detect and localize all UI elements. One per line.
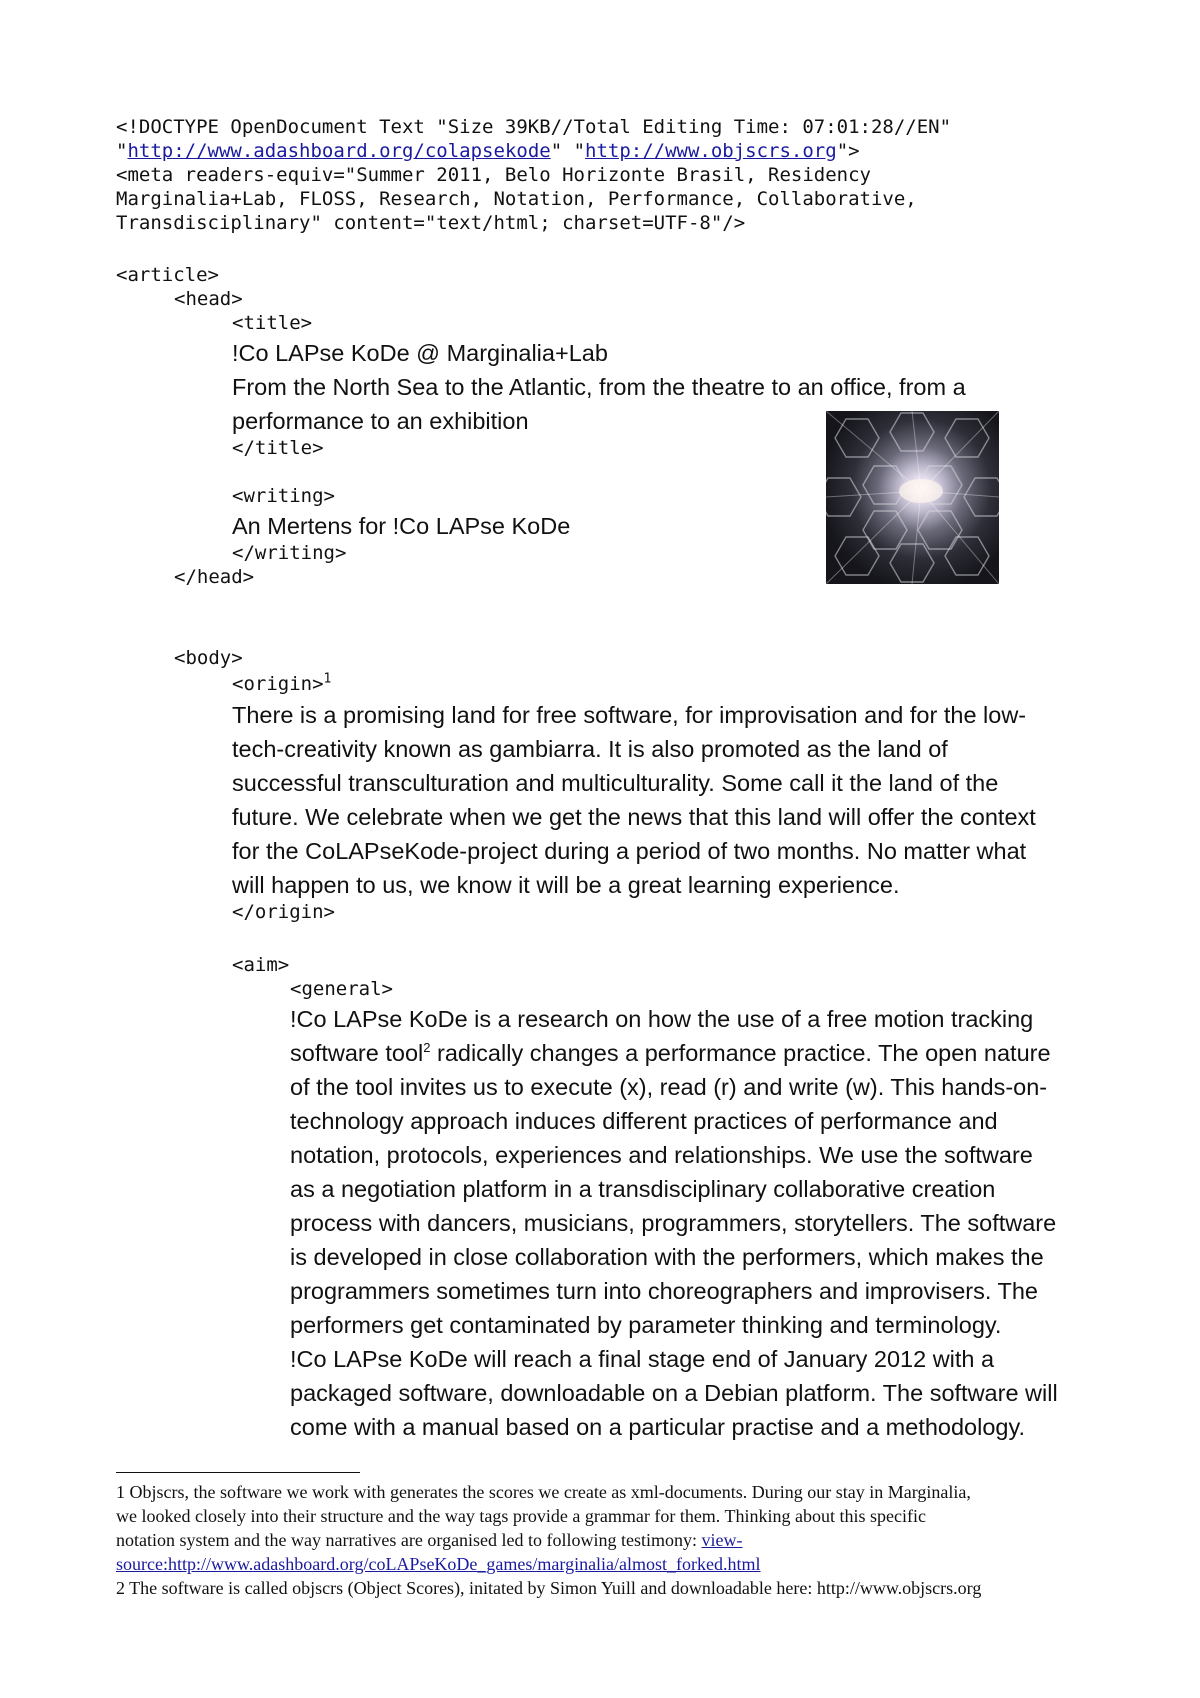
footnote-1-line-1: 1 Objscrs, the software we work with generates the scores we create as xml-documents. During our stay in Marginalia, (116, 1482, 971, 1502)
general-line-6: as a negotiation platform in a transdisciplinary collaborative creation (290, 1176, 996, 1202)
general-line-3: of the tool invites us to execute (x), read (r) and write (w). This hands-on- (290, 1074, 1048, 1100)
title-line-1: !Co LAPse KoDe @ Marginalia+Lab (232, 340, 608, 366)
writing-author: An Mertens for !Co LAPse KoDe (232, 513, 571, 539)
general-line-11: !Co LAPse KoDe will reach a final stage end of January 2012 with a (290, 1346, 995, 1372)
general-line-2 (290, 1036, 1051, 1070)
general-line-2-a: software tool (290, 1040, 424, 1066)
general-line-7: process with dancers, musicians, programmers, storytellers. The software (290, 1210, 1057, 1236)
footnote-1-line-2: we looked closely into their structure and the way tags provide a grammar for them. Thinking about this specific (116, 1506, 926, 1526)
title-line-2: From the North Sea to the Atlantic, from the theatre to an office, from a (232, 374, 966, 400)
meta-line-2: Marginalia+Lab, FLOSS, Research, Notation, Performance, Collaborative, (116, 188, 917, 210)
origin-line-1: There is a promising land for free software, for improvisation and for the low- (232, 702, 1027, 728)
footnote-1-line-4 (116, 1552, 761, 1576)
origin-close-tag: </origin> (232, 901, 335, 923)
general-line-1: !Co LAPse KoDe is a research on how the use of a free motion tracking (290, 1006, 1034, 1032)
general-line-12: packaged software, downloadable on a Debian platform. The software will (290, 1380, 1058, 1406)
doctype-line-1: <!DOCTYPE OpenDocument Text "Size 39KB//Total Editing Time: 07:01:28//EN" (116, 116, 952, 138)
doctype-quote-open: " (116, 140, 128, 162)
general-line-10: performers get contaminated by parameter thinking and terminology. (290, 1312, 1002, 1338)
origin-open-tag (232, 672, 331, 696)
hexagon-pattern-graphic (826, 411, 999, 584)
writing-open-tag: <writing> (232, 485, 335, 507)
footnote-2: 2 The software is called objscrs (Object Scores), initated by Simon Yuill and downloadable here: http://www.objscrs.org (116, 1578, 982, 1598)
origin-line-5: for the CoLAPseKode-project during a period of two months. No matter what (232, 838, 1027, 864)
view-source-link-part-1[interactable]: view- (701, 1530, 743, 1550)
footnote-1-text: notation system and the way narratives are organised led to following testimony: (116, 1530, 702, 1550)
meta-line-3: Transdisciplinary" content="text/html; charset=UTF-8"/> (116, 212, 746, 234)
general-line-2-b: radically changes a performance practice. The open nature (430, 1040, 1051, 1066)
general-line-8: is developed in close collaboration with the performers, which makes the (290, 1244, 1044, 1270)
title-close-tag: </title> (232, 437, 324, 459)
origin-line-6: will happen to us, we know it will be a great learning experience. (232, 872, 900, 898)
origin-line-2: tech-creativity known as gambiarra. It is also promoted as the land of (232, 736, 948, 762)
kaleidoscope-image (826, 411, 999, 584)
meta-line-1: <meta readers-equiv="Summer 2011, Belo Horizonte Brasil, Residency (116, 164, 871, 186)
article-open-tag: <article> (116, 264, 219, 286)
doctype-quote-end: "> (836, 140, 860, 162)
footnote-1-line-3 (116, 1528, 743, 1552)
head-open-tag: <head> (174, 288, 243, 310)
general-open-tag: <general> (290, 978, 393, 1000)
general-line-4: technology approach induces different practices of performance and (290, 1108, 998, 1134)
origin-line-4: future. We celebrate when we get the news that this land will offer the context (232, 804, 1036, 830)
general-line-9: programmers sometimes turn into choreographers and improvisers. The (290, 1278, 1038, 1304)
doctype-quote-mid: " " (550, 140, 586, 162)
general-line-5: notation, protocols, experiences and relationships. We use the software (290, 1142, 1033, 1168)
adashboard-link[interactable]: http://www.adashboard.org/colapsekode (127, 140, 551, 162)
view-source-link-part-2[interactable]: source:http://www.adashboard.org/coLAPseKoDe_games/marginalia/almost_forked.html (116, 1554, 761, 1574)
writing-close-tag: </writing> (232, 542, 347, 564)
head-close-tag: </head> (174, 566, 255, 588)
objscrs-link[interactable]: http://www.objscrs.org (585, 140, 837, 162)
origin-line-3: successful transculturation and multiculturality. Some call it the land of the (232, 770, 999, 796)
aim-open-tag: <aim> (232, 954, 290, 976)
title-line-3: performance to an exhibition (232, 408, 529, 434)
footnote-separator (116, 1472, 360, 1473)
footnote-ref-1[interactable]: 1 (323, 671, 332, 687)
general-line-13: come with a manual based on a particular practise and a methodology. (290, 1414, 1026, 1440)
title-open-tag: <title> (232, 312, 313, 334)
doctype-line-2 (116, 139, 860, 163)
footnote-ref-2[interactable]: 2 (423, 1040, 431, 1056)
origin-tag-text: <origin> (232, 673, 324, 695)
body-open-tag: <body> (174, 647, 243, 669)
